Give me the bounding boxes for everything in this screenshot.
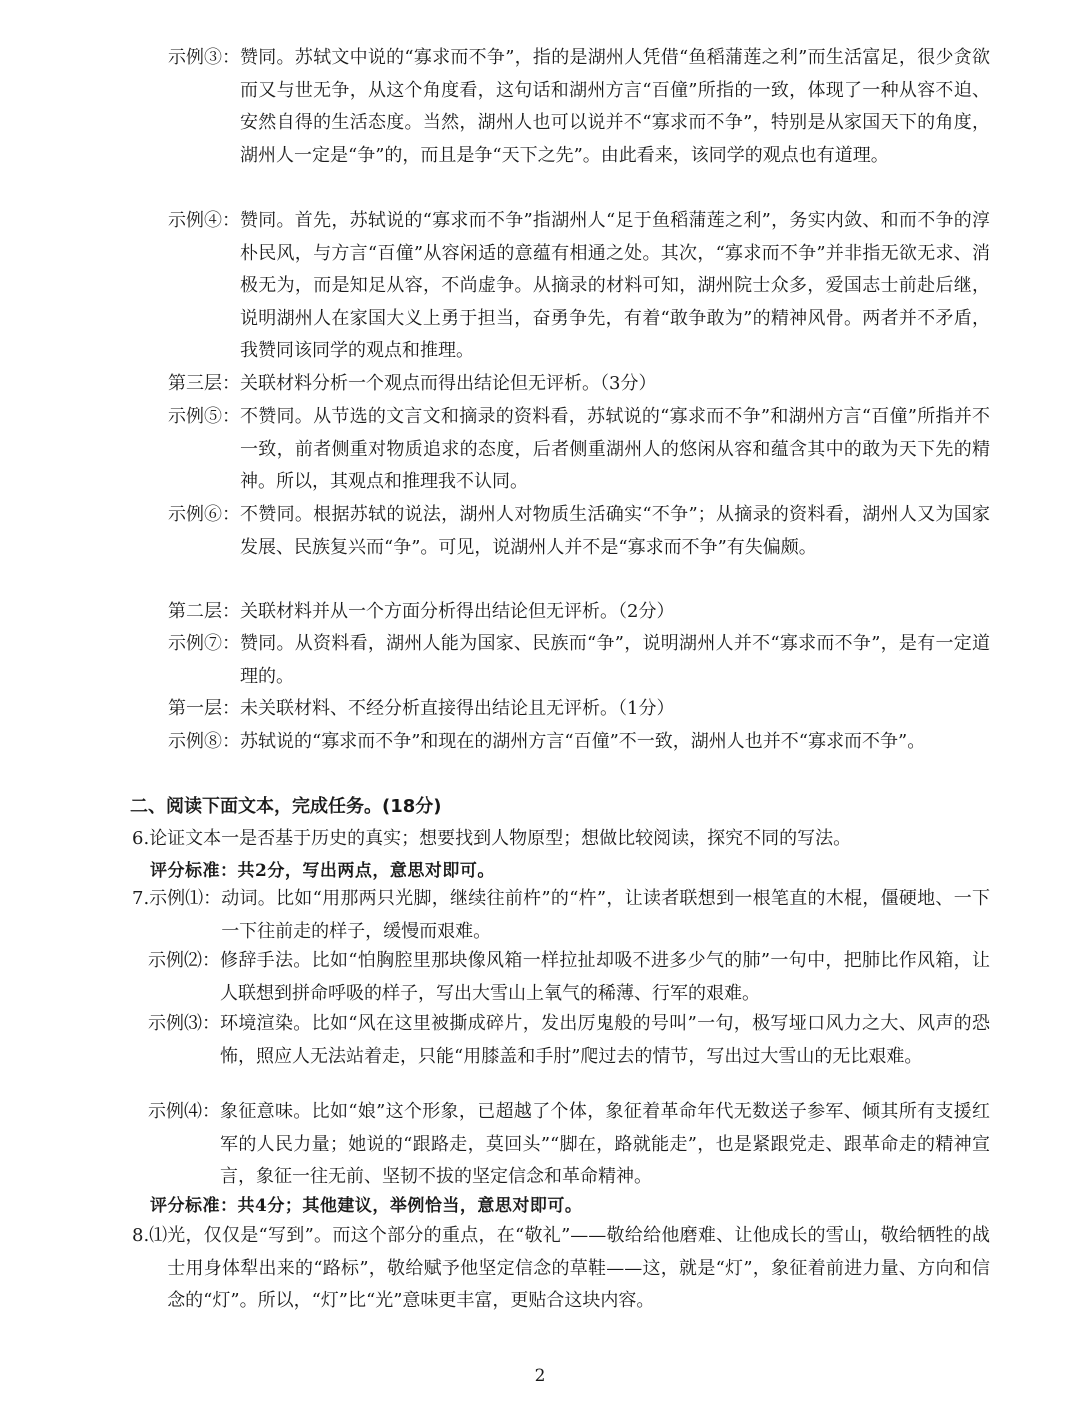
example-label: 示例⑥： <box>168 504 240 525</box>
level-3-heading: 第三层：关联材料分析一个观点而得出结论但无评析。（3分） <box>168 373 657 394</box>
page-number: 2 <box>534 1366 546 1386</box>
example-text: 赞同。首先，苏轼说的“寡求而不争”指湖州人“足于鱼稻蒲莲之利”，务实内敛、和而不争的淳朴民风，与方言“百僮”从容闲适的意蕴有相通之处。其次，“寡求而不争”并非指无欲无求、消极无为，而是知足从容，不尚虚争。从摘录的材料可知，湖州院士众多，爱国志士前赴后继，说明湖州人在家国大义上勇于担当，奋勇争先，有着“敢争敢为”的精神风骨。两者并不矛盾，我赞同该同学的观点和推理。 <box>240 210 990 361</box>
example-label: 示例⑵： <box>148 950 220 971</box>
example-label: 示例④： <box>168 210 240 231</box>
scoring-note-q7: 评分标准：共4分；其他建议，举例恰当，意思对即可。 <box>150 1196 583 1216</box>
example-label: 示例⑷： <box>148 1101 220 1122</box>
example-text: 修辞手法。比如“怕胸腔里那块像风箱一样拉扯却吸不进多少气的肺”一句中，把肺比作风箱，让人联想到拼命呼吸的样子，写出大雪山上氧气的稀薄、行军的艰难。 <box>220 950 990 1004</box>
example-text: 赞同。苏轼文中说的“寡求而不争”，指的是湖州人凭借“鱼稻蒲莲之利”而生活富足，很少贪欲而又与世无争，从这个角度看，这句话和湖州方言“百僮”所指的一致，体现了一种从容不迫、安然自得的生活态度。当然，湖州人也可以说并不“寡求而不争”，特别是从家国天下的角度，湖州人一定是“争”的，而且是争“天下之先”。由此看来，该同学的观点也有道理。 <box>240 47 990 166</box>
answer-text: 光，仅仅是“写到”。而这个部分的重点，在“敬礼”——敬给给他磨难、让他成长的雪山，敬给牺牲的战士用身体犁出来的“路标”，敬给赋予他坚定信念的草鞋——这，就是“灯”，象征着前进力量、方向和信念的“灯”。所以，“灯”比“光”意味更丰富，更贴合这块内容。 <box>167 1225 990 1311</box>
question-7-example-4 <box>148 1096 990 1194</box>
example-text: 苏轼说的“寡求而不争”和现在的湖州方言“百僮”不一致，湖州人也并不“寡求而不争”。 <box>240 731 926 752</box>
example-8 <box>168 726 990 759</box>
question-7-example-1 <box>132 883 990 948</box>
example-text: 象征意味。比如“娘”这个形象，已超越了个体，象征着革命年代无数送子参军、倾其所有支援红军的人民力量；她说的“跟路走，莫回头”“脚在，路就能走”，也是紧跟党走、跟革命走的精神宣言，象征一往无前、坚韧不拔的坚定信念和革命精神。 <box>220 1101 990 1187</box>
example-label: 7.示例⑴： <box>132 888 222 909</box>
example-label: 示例⑧： <box>168 731 240 752</box>
question-8-answer <box>132 1220 990 1318</box>
question-label: 8.⑴ <box>132 1225 168 1246</box>
example-text: 不赞同。根据苏轼的说法，湖州人对物质生活确实“不争”；从摘录的资料看，湖州人又为国家发展、民族复兴而“争”。可见，说湖州人并不是“寡求而不争”有失偏颇。 <box>240 504 990 558</box>
example-label: 示例⑦： <box>168 633 240 654</box>
level-1-heading: 第一层：未关联材料、不经分析直接得出结论且无评析。（1分） <box>168 698 675 719</box>
example-4 <box>168 205 990 368</box>
example-label: 示例⑤： <box>168 406 240 427</box>
example-text: 赞同。从资料看，湖州人能为国家、民族而“争”，说明湖州人并不“寡求而不争”，是有一定道理的。 <box>240 633 990 687</box>
example-label: 示例⑶： <box>148 1013 220 1034</box>
question-6-answer: 6.论证文本一是否基于历史的真实；想要找到人物原型；想做比较阅读，探究不同的写法。 <box>132 828 852 849</box>
example-3 <box>168 42 990 172</box>
question-7-example-3 <box>148 1008 990 1073</box>
example-label: 示例③： <box>168 47 240 68</box>
example-5 <box>168 401 990 499</box>
scoring-note-q6: 评分标准：共2分，写出两点，意思对即可。 <box>150 861 495 881</box>
question-7-example-2 <box>148 945 990 1010</box>
example-text: 环境渲染。比如“风在这里被撕成碎片，发出厉鬼般的号叫”一句，极写垭口风力之大、风声的恐怖，照应人无法站着走，只能“用膝盖和手肘”爬过去的情节，写出过大雪山的无比艰难。 <box>220 1013 990 1067</box>
example-text: 不赞同。从节选的文言文和摘录的资料看，苏轼说的“寡求而不争”和湖州方言“百僮”所指并不一致，前者侧重对物质追求的态度，后者侧重湖州人的悠闲从容和蕴含其中的敢为天下先的精神。所以，其观点和推理我不认同。 <box>240 406 990 492</box>
level-2-heading: 第二层：关联材料并从一个方面分析得出结论但无评析。（2分） <box>168 601 675 622</box>
example-6 <box>168 499 990 564</box>
example-7 <box>168 628 990 693</box>
example-text: 动词。比如“用那两只光脚，继续往前杵”的“杵”，让读者联想到一根笔直的木棍，僵硬地、一下一下往前走的样子，缓慢而艰难。 <box>221 888 990 942</box>
section-2-title: 二、阅读下面文本，完成任务。(18分) <box>130 796 442 817</box>
